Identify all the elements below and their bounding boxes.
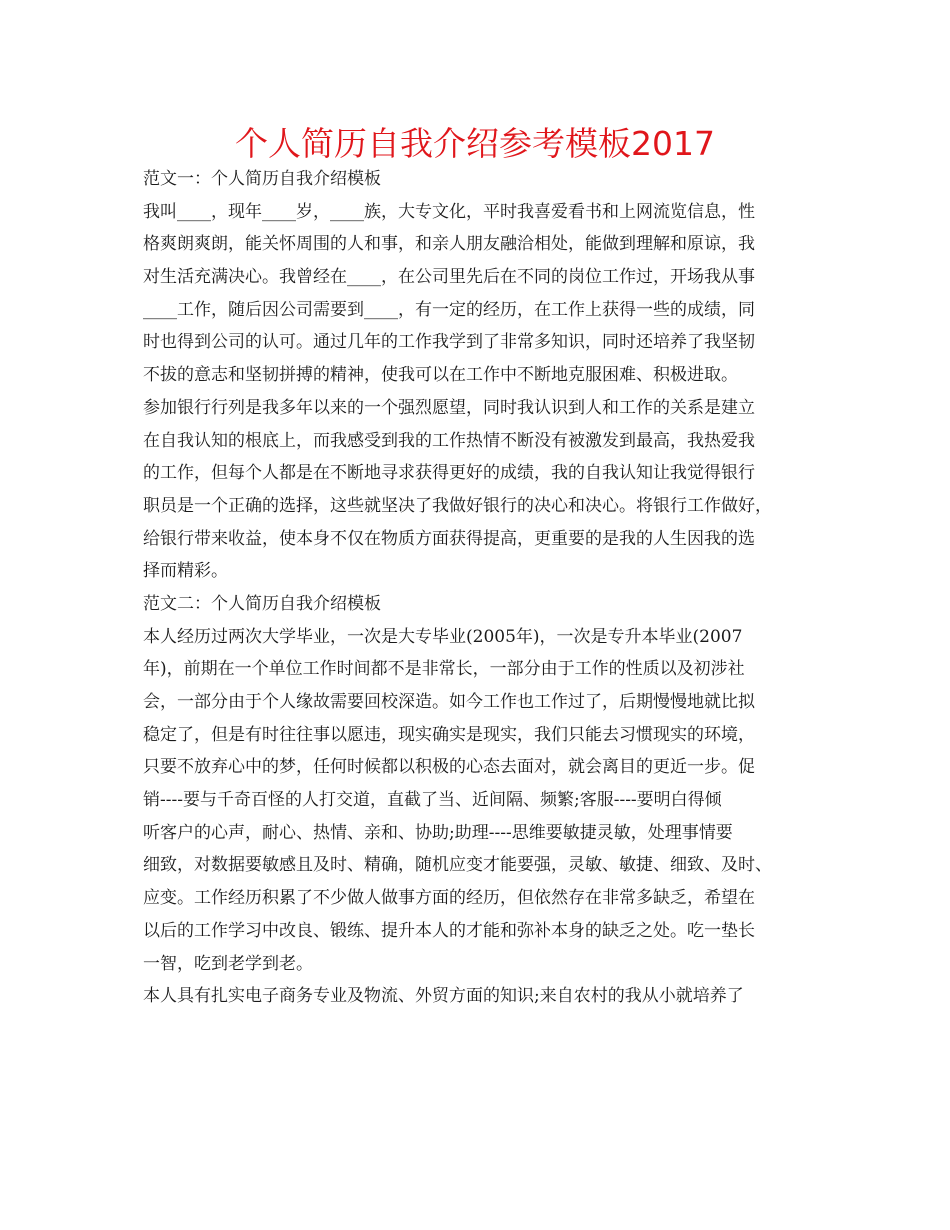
text-line: 的工作，但每个人都是在不断地寻求获得更好的成绩，我的自我认知让我觉得银行 (143, 463, 755, 484)
text-line: 择而精彩。 (143, 561, 228, 582)
text-line: 年)，前期在一个单位工作时间都不是非常长，一部分由于工作的性质以及初涉社 (143, 659, 745, 680)
text-line: 以后的工作学习中改良、锻练、提升本人的才能和弥补本身的缺乏之处。吃一垫长 (143, 920, 755, 941)
document-body (143, 163, 825, 1013)
text-line: 细致，对数据要敏感且及时、精确，随机应变才能要强，灵敏、敏捷、细致、及时、 (143, 855, 772, 876)
text-line: 职员是一个正确的选择，这些就坚决了我做好银行的决心和决心。将银行工作做好， (143, 495, 772, 516)
text-line: 应变。工作经历积累了不少做人做事方面的经历，但依然存在非常多缺乏，希望在 (143, 888, 755, 909)
text-line: 格爽朗爽朗，能关怀周围的人和事，和亲人朋友融洽相处，能做到理解和原谅，我 (143, 234, 755, 255)
text-line: 参加银行行列是我多年以来的一个强烈愿望，同时我认识到人和工作的关系是建立 (143, 397, 755, 418)
text-line: 一智，吃到老学到老。 (143, 953, 313, 974)
text-line: 在自我认知的根底上，而我感受到我的工作热情不断没有被激发到最高，我热爱我 (143, 430, 755, 451)
text-line: 本人经历过两次大学毕业，一次是大专毕业(2005年)，一次是专升本毕业(2007 (143, 626, 743, 647)
text-line: ____工作，随后因公司需要到____，有一定的经历，在工作上获得一些的成绩，同 (143, 299, 755, 320)
document-title: 个人简历自我介绍参考模板2017 (235, 124, 715, 163)
text-line: 不拔的意志和坚韧拼搏的精神，使我可以在工作中不断地克服困难、积极进取。 (143, 365, 738, 386)
text-line: 本人具有扎实电子商务专业及物流、外贸方面的知识;来自农村的我从小就培养了 (143, 986, 744, 1007)
text-line: 时也得到公司的认可。通过几年的工作我学到了非常多知识，同时还培养了我坚韧 (143, 332, 755, 353)
text-line: 给银行带来收益，使本身不仅在物质方面获得提高，更重要的是我的人生因我的选 (143, 528, 755, 549)
text-line: 销----要与千奇百怪的人打交道，直截了当、近间隔、频繁;客服----要明白得倾 (143, 790, 722, 811)
text-line: 会，一部分由于个人缘故需要回校深造。如今工作也工作过了，后期慢慢地就比拟 (143, 692, 755, 712)
text-line: 只要不放弃心中的梦，任何时候都以积极的心态去面对，就会离目的更近一步。促 (143, 757, 755, 778)
text-line: 听客户的心声，耐心、热情、亲和、协助;助理----思维要敏捷灵敏，处理事情要 (143, 822, 733, 843)
text-line: 范文一：个人简历自我介绍模板 (143, 169, 381, 189)
text-line: 对生活充满决心。我曾经在____，在公司里先后在不同的岗位工作过，开场我从事 (143, 267, 755, 288)
text-line: 范文二：个人简历自我介绍模板 (143, 593, 381, 614)
text-line: 稳定了，但是有时往往事以愿违，现实确实是现实，我们只能去习惯现实的环境， (143, 724, 755, 745)
text-line: 我叫____，现年____岁，____族，大专文化，平时我喜爱看书和上网流览信息，性 (143, 201, 755, 222)
